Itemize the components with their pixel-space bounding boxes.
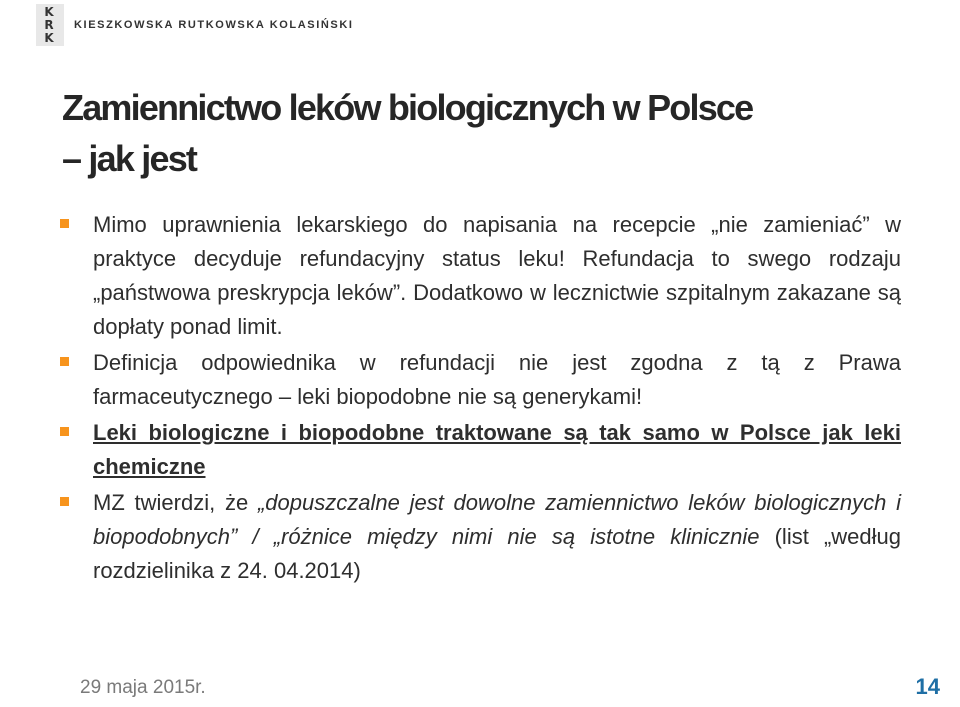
logo-letter: R <box>44 18 54 32</box>
title-line: – jak jest <box>62 138 197 179</box>
bullet-item <box>56 486 901 588</box>
bullet-item-emphasis: Leki biologiczne i biopodobne traktowane są tak samo w Polsce jak leki chemiczne <box>56 416 901 484</box>
page-number: 14 <box>915 674 940 699</box>
logo-letter: K <box>44 31 54 45</box>
footer-date: 29 maja 2015r. <box>80 677 206 698</box>
title-line: Zamiennictwo leków biologicznych w Polsce <box>62 87 753 128</box>
logo-letter: K <box>44 5 54 19</box>
bullet-list <box>56 208 901 590</box>
quote-text: „dopuszczalne jest dowolne zamiennictwo leków biologicznych i biopodobnych” / „różnice między nimi nie są istotne klinicznie <box>93 490 901 549</box>
bullet-item: Definicja odpowiednika w refundacji nie jest zgodna z tą z Prawa farmaceutycznego – leki biopodobne nie są generykami! <box>56 346 901 414</box>
bullet-item: Mimo uprawnienia lekarskiego do napisania na recepcie „nie zamieniać” w praktyce decyduje refundacyjny status leku! Refundacja to swego rodzaju „państwowa preskrypcja leków”. Dodatkowo w lecznictwie szpitalnym zakazane są dopłaty ponad limit. <box>56 208 901 344</box>
slide-title <box>62 82 922 184</box>
firm-name: KIESZKOWSKA RUTKOWSKA KOLASIŃSKI <box>74 19 354 31</box>
firm-logo <box>40 6 58 45</box>
bullet-text: MZ twierdzi, że <box>93 490 258 515</box>
bullet-text: (list „według rozdzielinika z 24. 04.2014) <box>93 524 901 583</box>
